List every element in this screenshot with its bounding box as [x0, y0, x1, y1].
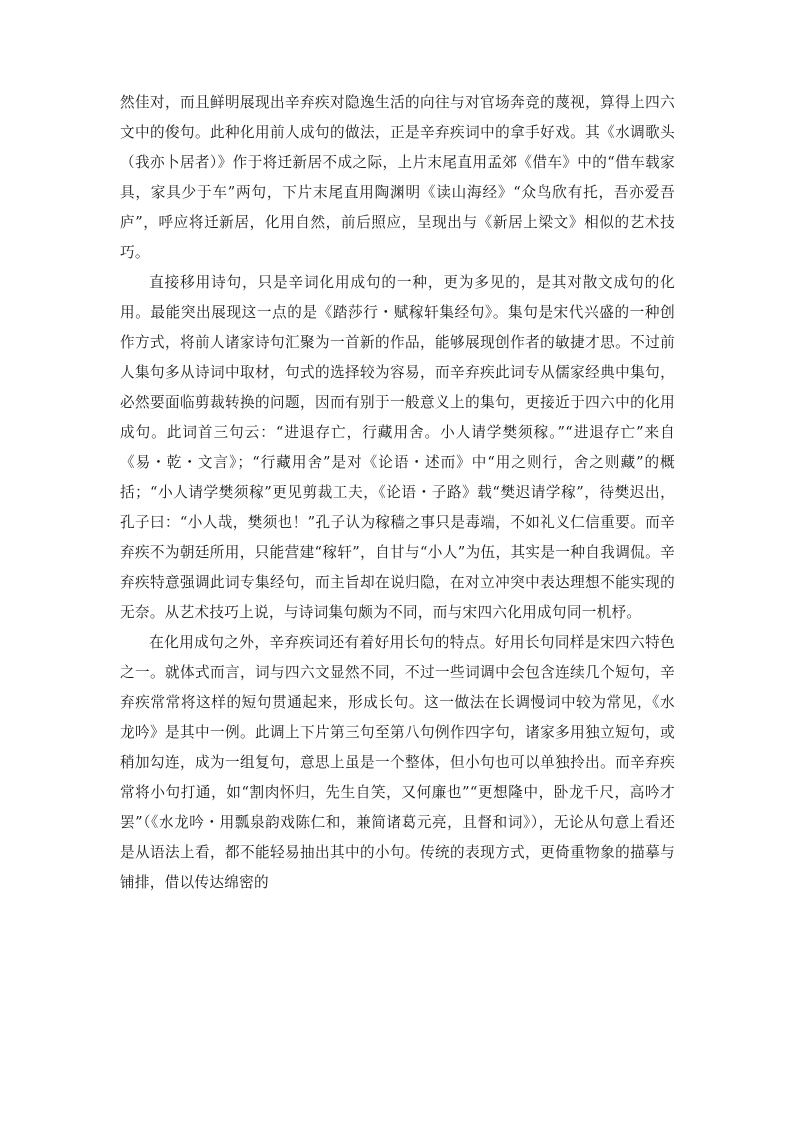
paragraph-1: 然佳对，而且鲜明展现出辛弃疾对隐逸生活的向往与对官场奔竞的蔑视，算得上四六文中的俊句。此种化用前人成句的做法，正是辛弃疾词中的拿手好戏。其《水调歌头（我亦卜居者）》作于将迁新居不成之际，上片末尾直用孟郊《借车》中的“借车载家具，家具少于车”两句，下片末尾直用陶渊明《读山海经》“众鸟欣有托，吾亦爱吾庐”，呼应将迁新居，化用自然，前后照应，呈现出与《新居上梁文》相似的艺术技巧。: [120, 94, 675, 261]
paragraph-2: 直接移用诗句，只是辛词化用成句的一种，更为多见的，是其对散文成句的化用。最能突出展现这一点的是《踏莎行・赋稼轩集经句》。集句是宋代兴盛的一种创作方式，将前人诸家诗句汇聚为一首新的作品，能够展现创作者的敏捷才思。不过前人集句多从诗词中取材，句式的选择较为容易，而辛弃疾此词专从儒家经典中集句，必然要面临剪裁转换的问题，因而有别于一般意义上的集句，更接近于四六中的化用成句。此词首三句云：“进退存亡，行藏用舍。小人请学樊须稼。”“进退存亡”来自《易・乾・文言》；“行藏用舍”是对《论语・述而》中“用之则行，舍之则藏”的概括；“小人请学樊须稼”更见剪裁工夫，《论语・子路》载“樊迟请学稼”，待樊迟出，孔子曰：“小人哉，樊须也！”孔子认为稼穑之事只是毒端，不如礼义仁信重要。而辛弃疾不为朝廷所用，只能营建“稼轩”，自甘与“小人”为伍，其实是一种自我调侃。辛弃疾特意强调此词专集经句，而主旨却在说归隐，在对立冲突中表达理想不能实现的无奈。从艺术技巧上说，与诗词集句颇为不同，而与宋四六化用成句同一机杼。: [120, 274, 675, 621]
paragraph-3: 在化用成句之外，辛弃疾词还有着好用长句的特点。好用长句同样是宋四六特色之一。就体式而言，词与四六文显然不同，不过一些词调中会包含连续几个短句，辛弃疾常常将这样的短句贯通起来，形成长句。这一做法在长调慢词中较为常见，《水龙吟》是其中一例。此调上下片第三句至第八句例作四字句，诸家多用独立短句，或稍加勾连，成为一组复句，意思上虽是一个整体，但小句也可以单独拎出。而辛弃疾常将小句打通，如“割肉怀归，先生自笑，又何廉也”“更想隆中，卧龙千尺，高吟才罢”（《水龙吟・用瓢泉韵戏陈仁和，兼简诸葛元亮，且督和词》），无论从句意上看还是从语法上看，都不能轻易抽出其中的小句。传统的表现方式，更倚重物象的描摹与铺排，借以传达绵密的: [120, 634, 675, 891]
document-body: [120, 88, 675, 898]
